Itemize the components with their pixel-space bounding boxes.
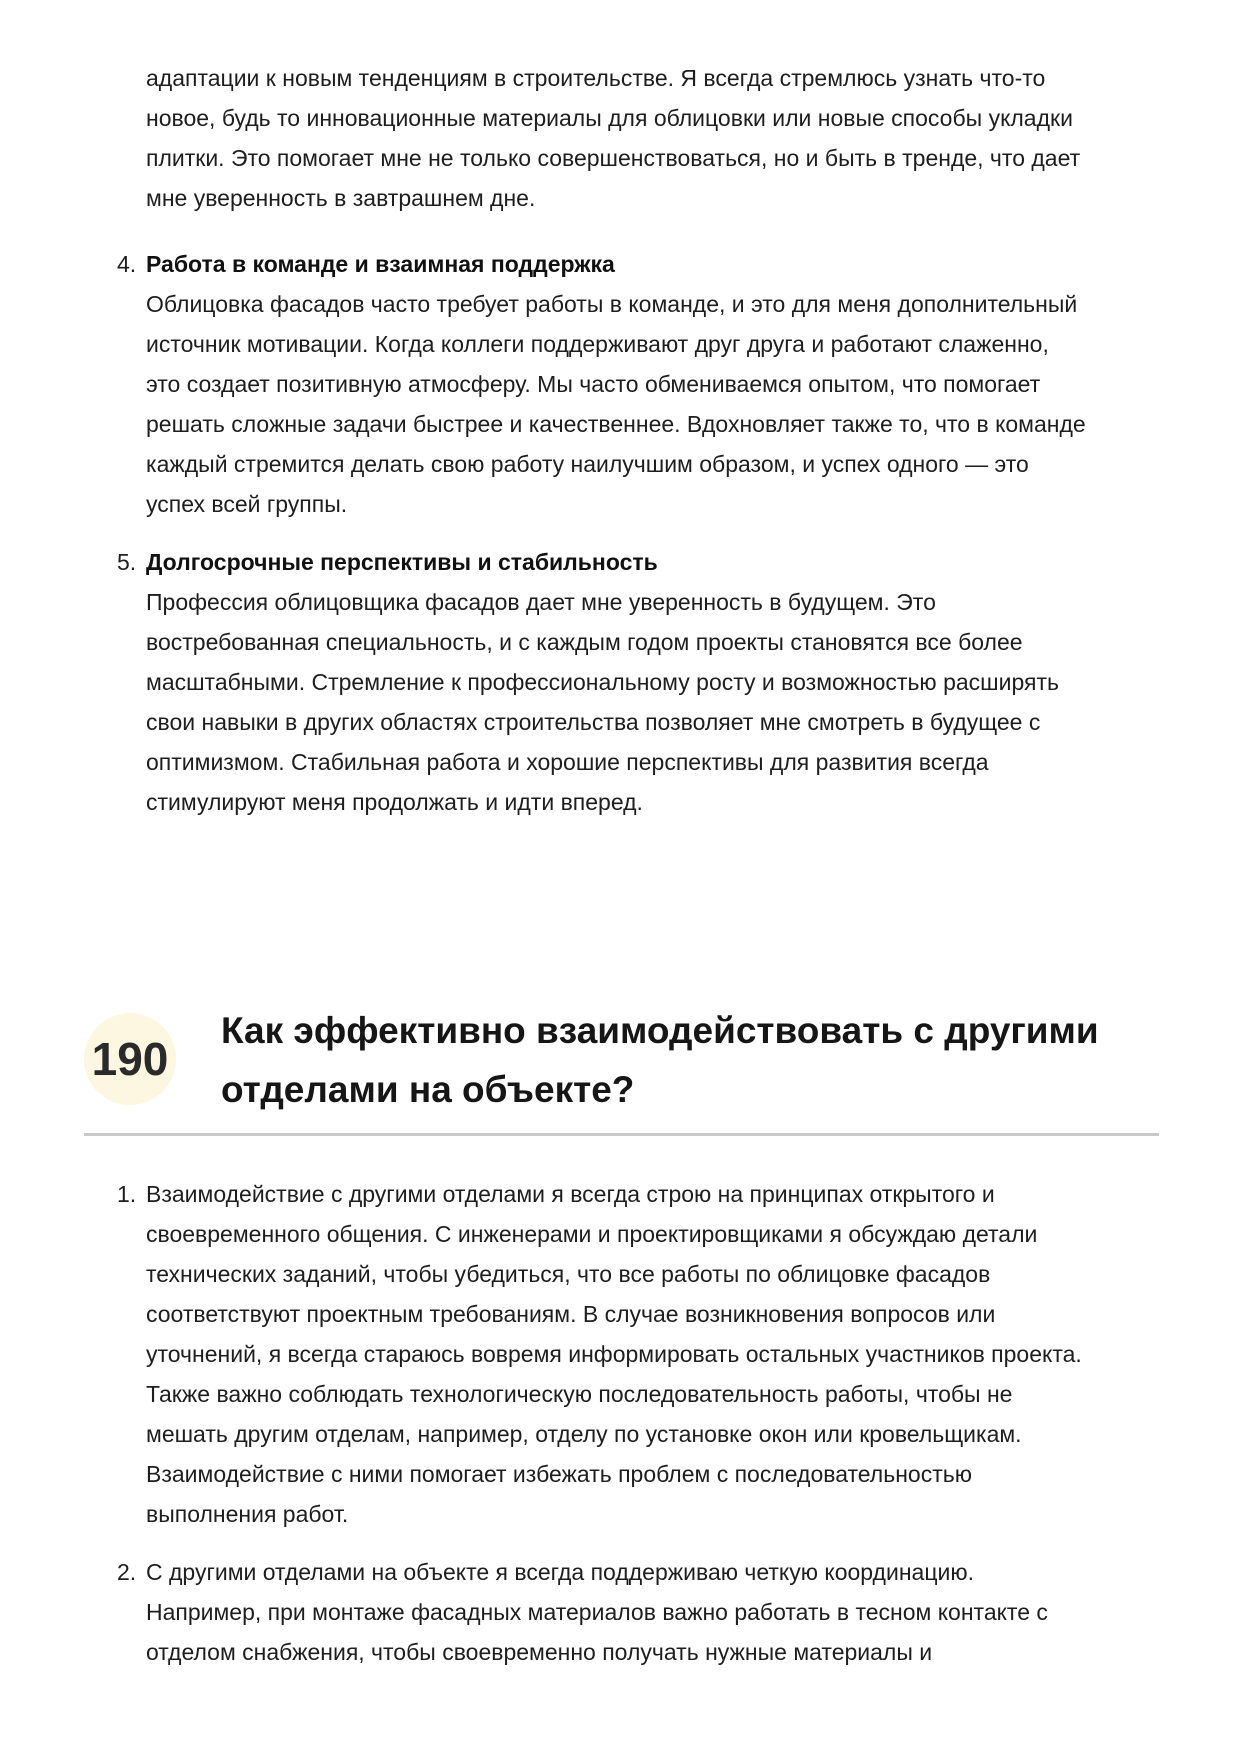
answer-list [0,1174,1239,1690]
list-item [0,1552,1239,1672]
list-item-number: 2. [117,1559,137,1585]
list-item-number: 5. [117,549,137,575]
list-item-text: Профессия облицовщика фасадов дает мне уверенность в будущем. Это востребованная специальность, и с каждым годом проекты становятся все более масштабными. Стремление к профессиональному росту и возможностью расширять свои навыки в других областях строительства позволяет мне смотреть в будущее с оптимизмом. Стабильная работа и хорошие перспективы для развития всегда стимулируют меня продолжать и идти вперед. [146,589,1059,815]
list-item-title: Долгосрочные перспективы и стабильность [146,549,658,575]
list-item-number: 4. [117,251,137,277]
list-item [0,542,1239,822]
list-item [0,1174,1239,1534]
list-item-number: 1. [117,1181,137,1207]
continuation-block [0,58,1239,218]
list-item-text: С другими отделами на объекте я всегда поддерживаю четкую координацию. Например, при монтаже фасадных материалов важно работать в тесном контакте с отделом снабжения, чтобы своевременно получать нужные материалы и [146,1559,1048,1665]
motivation-list [0,244,1239,840]
section-title: Как эффективно взаимодействовать с другими отделами на объекте? [221,1010,1099,1110]
list-item [0,244,1239,524]
continuation-paragraph: адаптации к новым тенденциям в строительстве. Я всегда стремлюсь узнать что-то новое, будь то инновационные материалы для облицовки или новые способы укладки плитки. Это помогает мне не только совершенствоваться, но и быть в тренде, что дает мне уверенность в завтрашнем дне. [146,65,1081,211]
list-item-title: Работа в команде и взаимная поддержка [146,251,615,277]
list-item-text: Взаимодействие с другими отделами я всегда строю на принципах открытого и своевременного общения. С инженерами и проектировщиками я обсуждаю детали технических заданий, чтобы убедиться, что все работы по облицовке фасадов соответствуют проектным требованиям. В случае возникновения вопросов или уточнений, я всегда стараюсь вовремя информировать остальных участников проекта. Также важно соблюдать технологическую последовательность работы, чтобы не мешать другим отделам, например, отделу по установке окон или кровельщикам. Взаимодействие с ними помогает избежать проблем с последовательностью выполнения работ. [146,1181,1082,1527]
question-number-badge: 190 [84,1013,176,1105]
heading-divider [84,1133,1159,1136]
list-item-text: Облицовка фасадов часто требует работы в команде, и это для меня дополнительный источник мотивации. Когда коллеги поддерживают друг друга и работают слаженно, это создает позитивную атмосферу. Мы часто обмениваемся опытом, что помогает решать сложные задачи быстрее и качественнее. Вдохновляет также то, что в команде каждый стремится делать свою работу наилучшим образом, и успех одного — это успех всей группы. [146,291,1086,517]
section-heading [84,1001,1159,1141]
